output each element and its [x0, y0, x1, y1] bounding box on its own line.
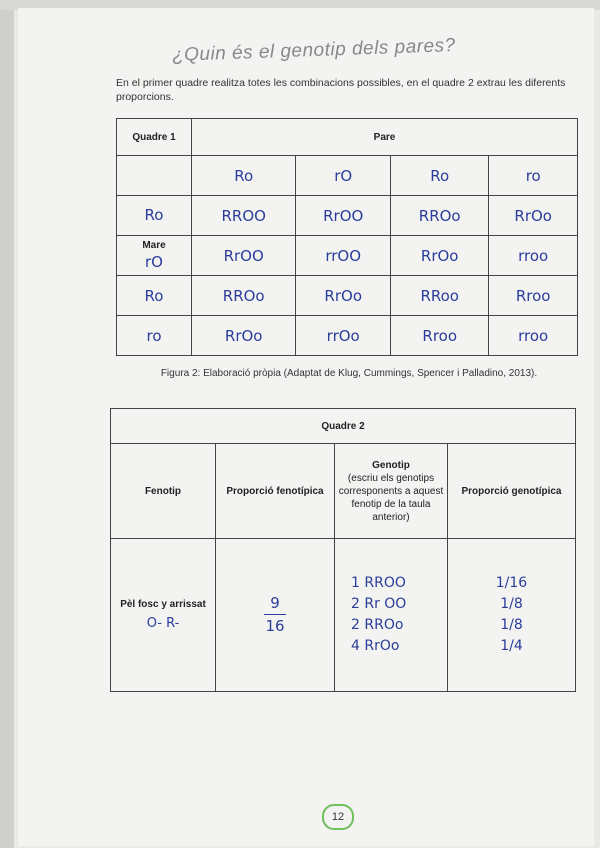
empty-corner [117, 156, 192, 196]
figure-caption: Figura 2: Elaboració pròpia (Adaptat de Klug, Cummings, Spencer i Palladino, 2013). [160, 368, 538, 379]
genotip-item: 4 RrOo [351, 638, 400, 654]
header-proporcio-fenotipica: Proporció fenotípica [216, 444, 335, 539]
proporcio-genotipica-cell [448, 539, 576, 692]
punnett-cell: RrOO [296, 196, 391, 236]
fraction-numerator: 9 [270, 594, 280, 612]
punnett-cell: RrOo [489, 196, 578, 236]
fenotip-cell [111, 539, 216, 692]
genotip-item: 1 RROO [351, 575, 406, 591]
mare-gamete: Ro [117, 276, 192, 316]
fraction-denominator: 16 [265, 617, 285, 635]
quadre-1-table [116, 118, 578, 356]
header-fenotip: Fenotip [111, 444, 216, 539]
mare-gamete-cell [117, 196, 192, 236]
pare-label: Pare [192, 119, 578, 156]
punnett-cell: Rroo [489, 276, 578, 316]
header-proporcio-genotipica: Proporció genotípica [448, 444, 576, 539]
fenotip-handwritten: O- R- [146, 616, 180, 631]
proporcio-item: 1/16 [495, 575, 528, 591]
punnett-cell: rrOo [296, 316, 391, 356]
proporcio-item: 1/8 [500, 617, 523, 633]
pare-gamete: Ro [192, 156, 296, 196]
punnett-cell: rroo [489, 316, 578, 356]
scan-edge [0, 0, 14, 848]
genotip-item: 2 RROo [351, 617, 404, 633]
punnett-cell: RROo [192, 276, 296, 316]
fraction-bar [264, 614, 286, 615]
punnett-cell: rroo [489, 236, 578, 276]
fraction [264, 594, 286, 635]
handwritten-heading: ¿Quin és el genotip dels pares? [171, 35, 457, 66]
intro-text: En el primer quadre realitza totes les combinacions possibles, en el quadre 2 extrau les diferents proporcions. [116, 77, 566, 103]
punnett-cell: RrOO [192, 236, 296, 276]
genotip-item: 2 Rr OO [351, 596, 407, 612]
header-genotip-instructions: (escriu els genotips corresponents a aquest fenotip de la taula anterior) [338, 472, 444, 523]
quadre-2-title: Quadre 2 [111, 409, 576, 444]
mare-gamete: rO [145, 252, 163, 271]
pare-gamete: Ro [391, 156, 489, 196]
punnett-cell: rrOO [296, 236, 391, 276]
punnett-cell: RrOo [296, 276, 391, 316]
proporcio-item: 1/4 [500, 638, 523, 654]
punnett-cell: RrOo [192, 316, 296, 356]
mare-gamete: Ro [144, 206, 164, 224]
punnett-cell: RROo [391, 196, 489, 236]
genotip-list-cell [335, 539, 448, 692]
punnett-cell: Rroo [391, 316, 489, 356]
quadre-1-title: Quadre 1 [117, 119, 192, 156]
proporcio-item: 1/8 [500, 596, 523, 612]
mare-label: Mare [142, 239, 166, 251]
page-number: 12 [322, 804, 354, 830]
mare-gamete-cell [117, 236, 192, 276]
quadre-2-table [110, 408, 576, 692]
punnett-cell: RrOo [391, 236, 489, 276]
pare-gamete: ro [489, 156, 578, 196]
proporcio-fenotipica-cell [216, 539, 335, 692]
mare-gamete: ro [117, 316, 192, 356]
fenotip-text: Pèl fosc y arrissat [120, 599, 206, 610]
header-genotip [335, 444, 448, 539]
header-genotip-title: Genotip [372, 459, 410, 471]
pare-gamete: rO [296, 156, 391, 196]
punnett-cell: RRoo [391, 276, 489, 316]
punnett-cell: RROO [192, 196, 296, 236]
